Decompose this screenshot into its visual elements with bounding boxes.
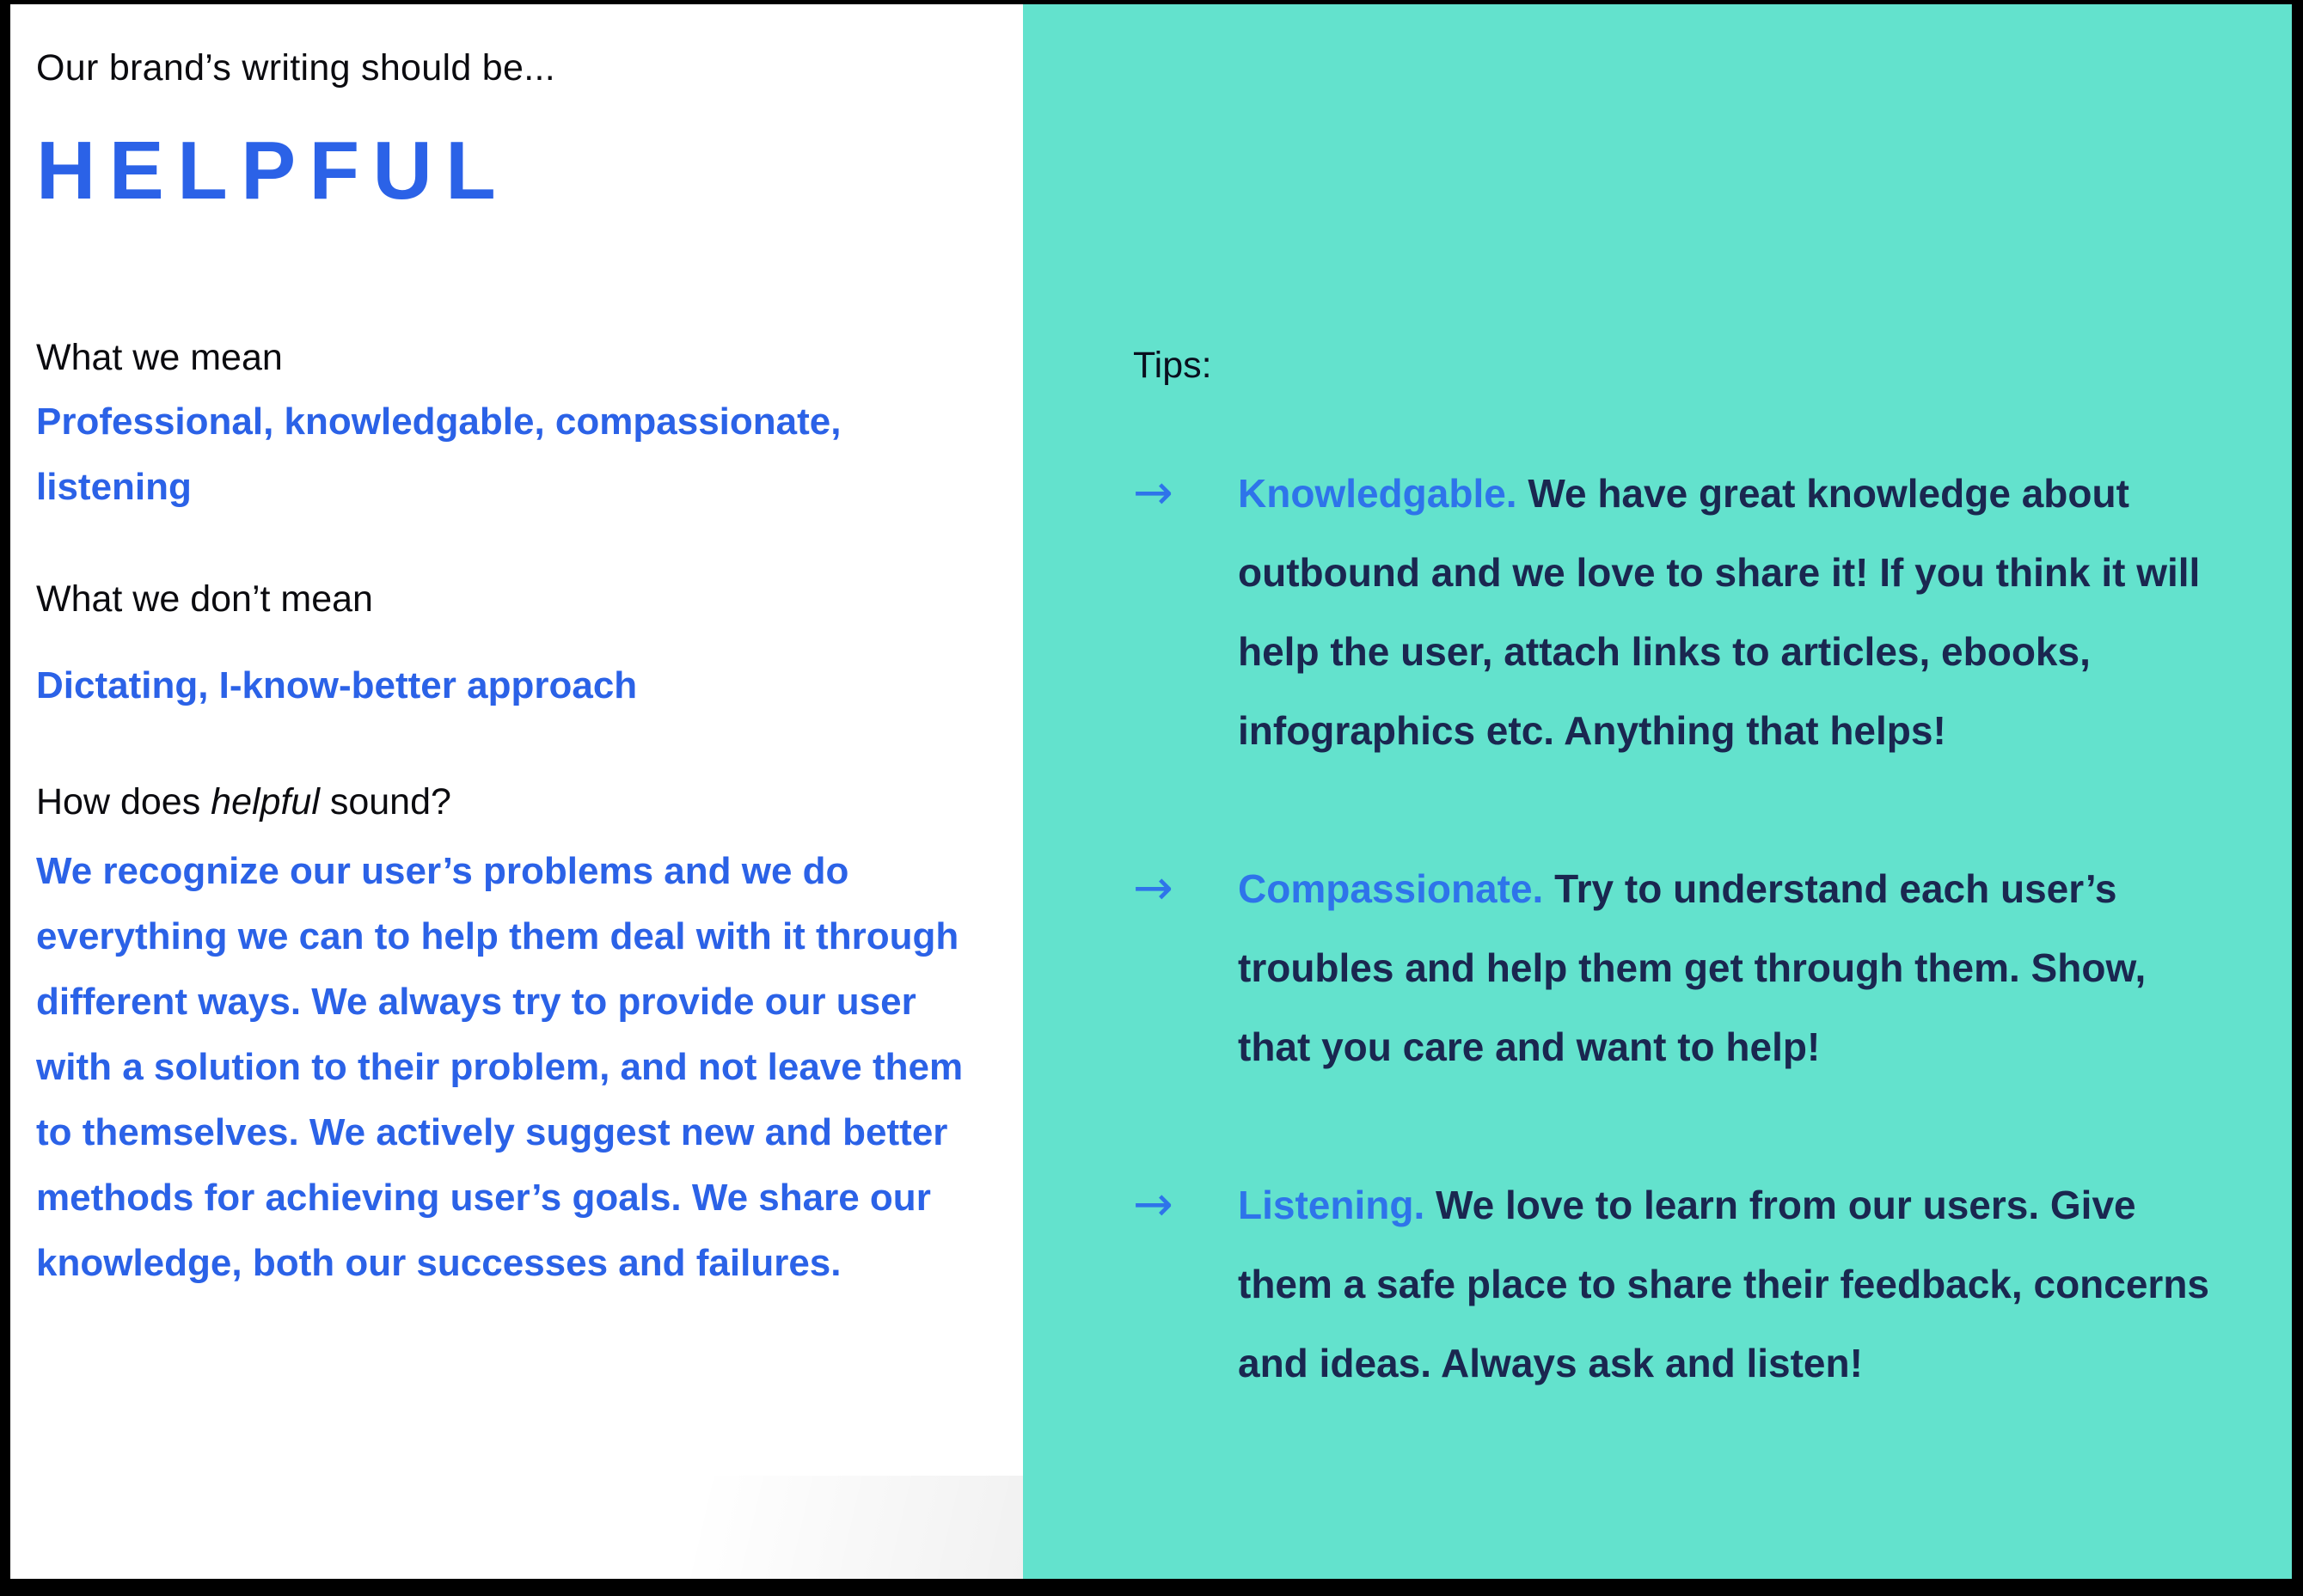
- tip-body: We have great knowledge about outbound and we love to share it! If you think it will help the user, attach links to articles, ebooks, infographics etc. Anything that helps!: [1238, 471, 2201, 753]
- heading-suffix: sound?: [319, 781, 451, 822]
- what-we-dont-mean-heading: What we don’t mean: [36, 578, 373, 620]
- tip-item-compassionate: [1133, 849, 2245, 1086]
- how-does-it-sound-heading: [36, 780, 999, 823]
- tip-item-knowledgable: [1133, 454, 2245, 770]
- left-panel: [10, 4, 1023, 1579]
- arrow-icon: →: [1133, 1177, 1173, 1232]
- intro-line: Our brand’s writing should be...: [36, 47, 555, 89]
- page-title: HELPFUL: [36, 125, 510, 217]
- tip-item-listening: [1133, 1165, 2245, 1403]
- slide-frame: [10, 4, 2292, 1579]
- tip-text: [1238, 849, 2226, 1086]
- tip-keyword: Compassionate.: [1238, 866, 1544, 911]
- tip-body: We love to learn from our users. Give them a safe place to share their feedback, concerns and ideas. Always ask and listen!: [1238, 1183, 2210, 1385]
- tip-body: Try to understand each user’s troubles and help them get through them. Show, that you care and want to help!: [1238, 866, 2147, 1069]
- heading-italic-word: helpful: [211, 781, 320, 822]
- tips-list: [1133, 454, 2245, 1403]
- tip-text: [1238, 454, 2226, 770]
- how-does-it-sound-body: We recognize our user’s problems and we do everything we can to help them deal with it through different ways. We always try to provide our user with a solution to their problem, and not leave them to themselves. We actively suggest new and better methods for achieving user’s goals. We share our knowledge, both our successes and failures.: [36, 850, 964, 1284]
- what-we-mean-body: Professional, knowledgable, compassionate, listening: [36, 401, 842, 508]
- tip-keyword: Knowledgable.: [1238, 471, 1517, 516]
- what-we-mean-heading: What we mean: [36, 337, 283, 378]
- arrow-icon: →: [1133, 860, 1173, 916]
- tips-panel: [1023, 4, 2292, 1579]
- what-we-dont-mean-body: Dictating, I-know-better approach: [36, 664, 638, 706]
- tips-heading: Tips:: [1133, 345, 1212, 386]
- tip-text: [1238, 1165, 2226, 1403]
- tip-keyword: Listening.: [1238, 1183, 1425, 1227]
- arrow-icon: →: [1133, 465, 1173, 521]
- heading-prefix: How does: [36, 781, 211, 822]
- paper-shadow: [490, 1476, 1023, 1579]
